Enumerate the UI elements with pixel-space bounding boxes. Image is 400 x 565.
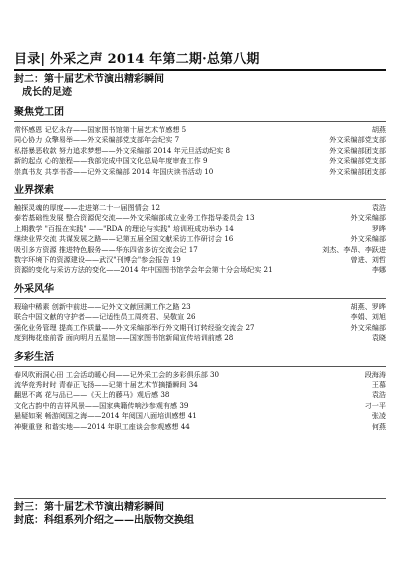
section-life [14, 351, 386, 432]
entry-author: 王慕 [371, 379, 386, 389]
entry-author: 外文采编部 [350, 234, 386, 244]
entry-author: 外文采编部党支部 [329, 135, 386, 145]
section-heading: 多彩生活 [14, 351, 54, 363]
entry-author: 外文采编部团支部 [329, 166, 386, 176]
toc-entry[interactable] [14, 245, 386, 255]
entry-title: 新的起点 心的旅程——我部完成中国文化总局年度审查工作 9 [14, 156, 208, 166]
entry-author: 袁浩 [371, 390, 386, 400]
toc-entry[interactable] [14, 146, 386, 156]
section-heading: 外采风华 [14, 283, 54, 295]
toc-entry[interactable] [14, 370, 386, 380]
section-party-union [14, 106, 386, 177]
subtitle: 成长的足迹 [22, 87, 72, 98]
toc-entry[interactable] [14, 255, 386, 265]
toc-entry[interactable] [14, 125, 386, 135]
toc-entry[interactable] [14, 213, 386, 223]
entry-title: 同心协力 众擎易举——外文采编部党支部年会纪实 7 [14, 135, 180, 145]
toc-page [14, 48, 386, 432]
toc-entry[interactable] [14, 203, 386, 213]
entry-author: 胡燕 [371, 125, 386, 134]
entry-title: 神聚重登 和谐实地——2014 年职工座谈会参观感想 44 [14, 421, 190, 431]
entry-author: 何燕 [371, 421, 386, 431]
toc-entry[interactable] [14, 333, 386, 343]
entry-author: 张凌 [371, 411, 386, 421]
entry-author: 李娟、刘旭 [350, 312, 386, 322]
entry-title: 联合中国文献的守护者——记适性员工周亮君、吴敬宣 26 [14, 312, 196, 322]
toc-entry[interactable] [14, 380, 386, 390]
entry-title: 上期教学 "百报在实践" ——"RDA 的理论与实践" 培训班成功举办 14 [14, 223, 234, 233]
cover3-line: 封三：第十届艺术节演出精彩瞬间 [14, 502, 164, 513]
entry-author: 袁晓 [371, 333, 386, 343]
entry-title: 翻思不离 花与品已——《天上的藤马》观后感 38 [14, 390, 170, 400]
entry-title: 私搭暴恶收款 努力追求梦想——外文采编部 2014 年元旦活动纪实 8 [14, 145, 231, 155]
section-style [14, 283, 386, 344]
entry-author: 胡燕、罗晔 [350, 301, 386, 311]
entry-author: 外文采编部 [350, 213, 386, 223]
entry-title: 春风吹雨洞心田 工会活动暖心间——记外采工会的多彩俱乐部 30 [14, 369, 220, 379]
entry-author: 李娜 [371, 265, 386, 275]
toc-entry[interactable] [14, 265, 386, 275]
title-divider [14, 69, 386, 71]
entry-author: 曾进、刘哲 [350, 255, 386, 265]
toc-entry[interactable] [14, 156, 386, 166]
toc-entry[interactable] [14, 234, 386, 244]
section-divider [14, 121, 386, 122]
entry-author: 刘杰、李昂、李跃进 [322, 244, 386, 254]
entry-title: 数字环境下的资源建设——武汉"刊博会"参会报告 19 [14, 255, 181, 265]
toc-entry[interactable] [14, 390, 386, 400]
section-divider [14, 298, 386, 299]
entry-title: 泰若基础性发展 整合资源促交流——外文采编部成立业务工作指导委员会 13 [14, 213, 255, 223]
entry-author: 外文采编部团支部 [329, 145, 386, 155]
section-heading: 业界探索 [14, 185, 54, 197]
entry-title: 文化古韵中的吉祥风景——国家典籍传响沙参观有感 39 [14, 400, 189, 410]
toc-entry[interactable] [14, 323, 386, 333]
entry-author: 罗晔 [371, 223, 386, 233]
toc-entry[interactable] [14, 167, 386, 177]
entry-title: 吸引多方资源 推进特色服务——华东四省多访交流会记 17 [14, 244, 198, 254]
cover4-line: 封底：科组系列介绍之——出版物交换组 [14, 515, 194, 526]
section-divider [14, 199, 386, 200]
toc-entry[interactable] [14, 401, 386, 411]
entry-author: 外文采编部党支部 [329, 156, 386, 166]
entry-title: 流华竞秀时时 青春正飞扬——记第十届艺术节摘播瞬间 34 [14, 379, 198, 389]
entry-title: 资源的变化与采访方法的变化——2014 年中国图书馆学会年会第十分会场纪实 21 [14, 265, 273, 275]
section-divider [14, 366, 386, 367]
cover2-line: 封二：第十届艺术节演出精彩瞬间 [14, 74, 164, 85]
toc-entry[interactable] [14, 224, 386, 234]
toc-entry[interactable] [14, 302, 386, 312]
toc-entry[interactable] [14, 411, 386, 421]
back-matter [14, 496, 386, 527]
entry-title: 强化业务管理 提高工作质量——外文采编部举行外文期刊订转经验交流会 27 [14, 322, 255, 332]
entry-title: 度到梅花座前香 面向明月五星馆——国家图书馆新闻宣传培训前感 28 [14, 333, 234, 343]
entry-author: 袁浩 [371, 203, 386, 213]
entry-title: 常怀感恩 记忆永存——国家图书馆第十届艺术节感想 5 [14, 125, 187, 134]
page-title: 目录| 外采之声 2014 年第二期·总第八期 [14, 52, 260, 67]
entry-title: 继续业界交流 共谋发展之路——记第五届全国文献采访工作研讨会 16 [14, 234, 234, 244]
toc-entry[interactable] [14, 135, 386, 145]
bottom-divider [14, 498, 386, 499]
entry-author: 段海涛 [364, 369, 386, 379]
entry-title: 悬疑如案 畅游阅国之海——2014 年阅国八面培训感想 41 [14, 411, 197, 421]
entry-author: 外文采编部 [350, 322, 386, 332]
section-industry [14, 184, 386, 276]
entry-title: 崇真书友 共享书香——记外文采编部 2014 年国庆读书活动 10 [14, 166, 214, 176]
entry-title: 触探灵魂的厚度——走进第二十一届图情会 12 [14, 203, 161, 213]
entry-title: 瑕瑜中稀素 创新中前进——记外文文献回溯工作之路 23 [14, 301, 191, 311]
entry-author: 刁一平 [364, 400, 386, 410]
toc-entry[interactable] [14, 422, 386, 432]
section-heading: 聚焦党工团 [14, 107, 64, 118]
toc-entry[interactable] [14, 312, 386, 322]
